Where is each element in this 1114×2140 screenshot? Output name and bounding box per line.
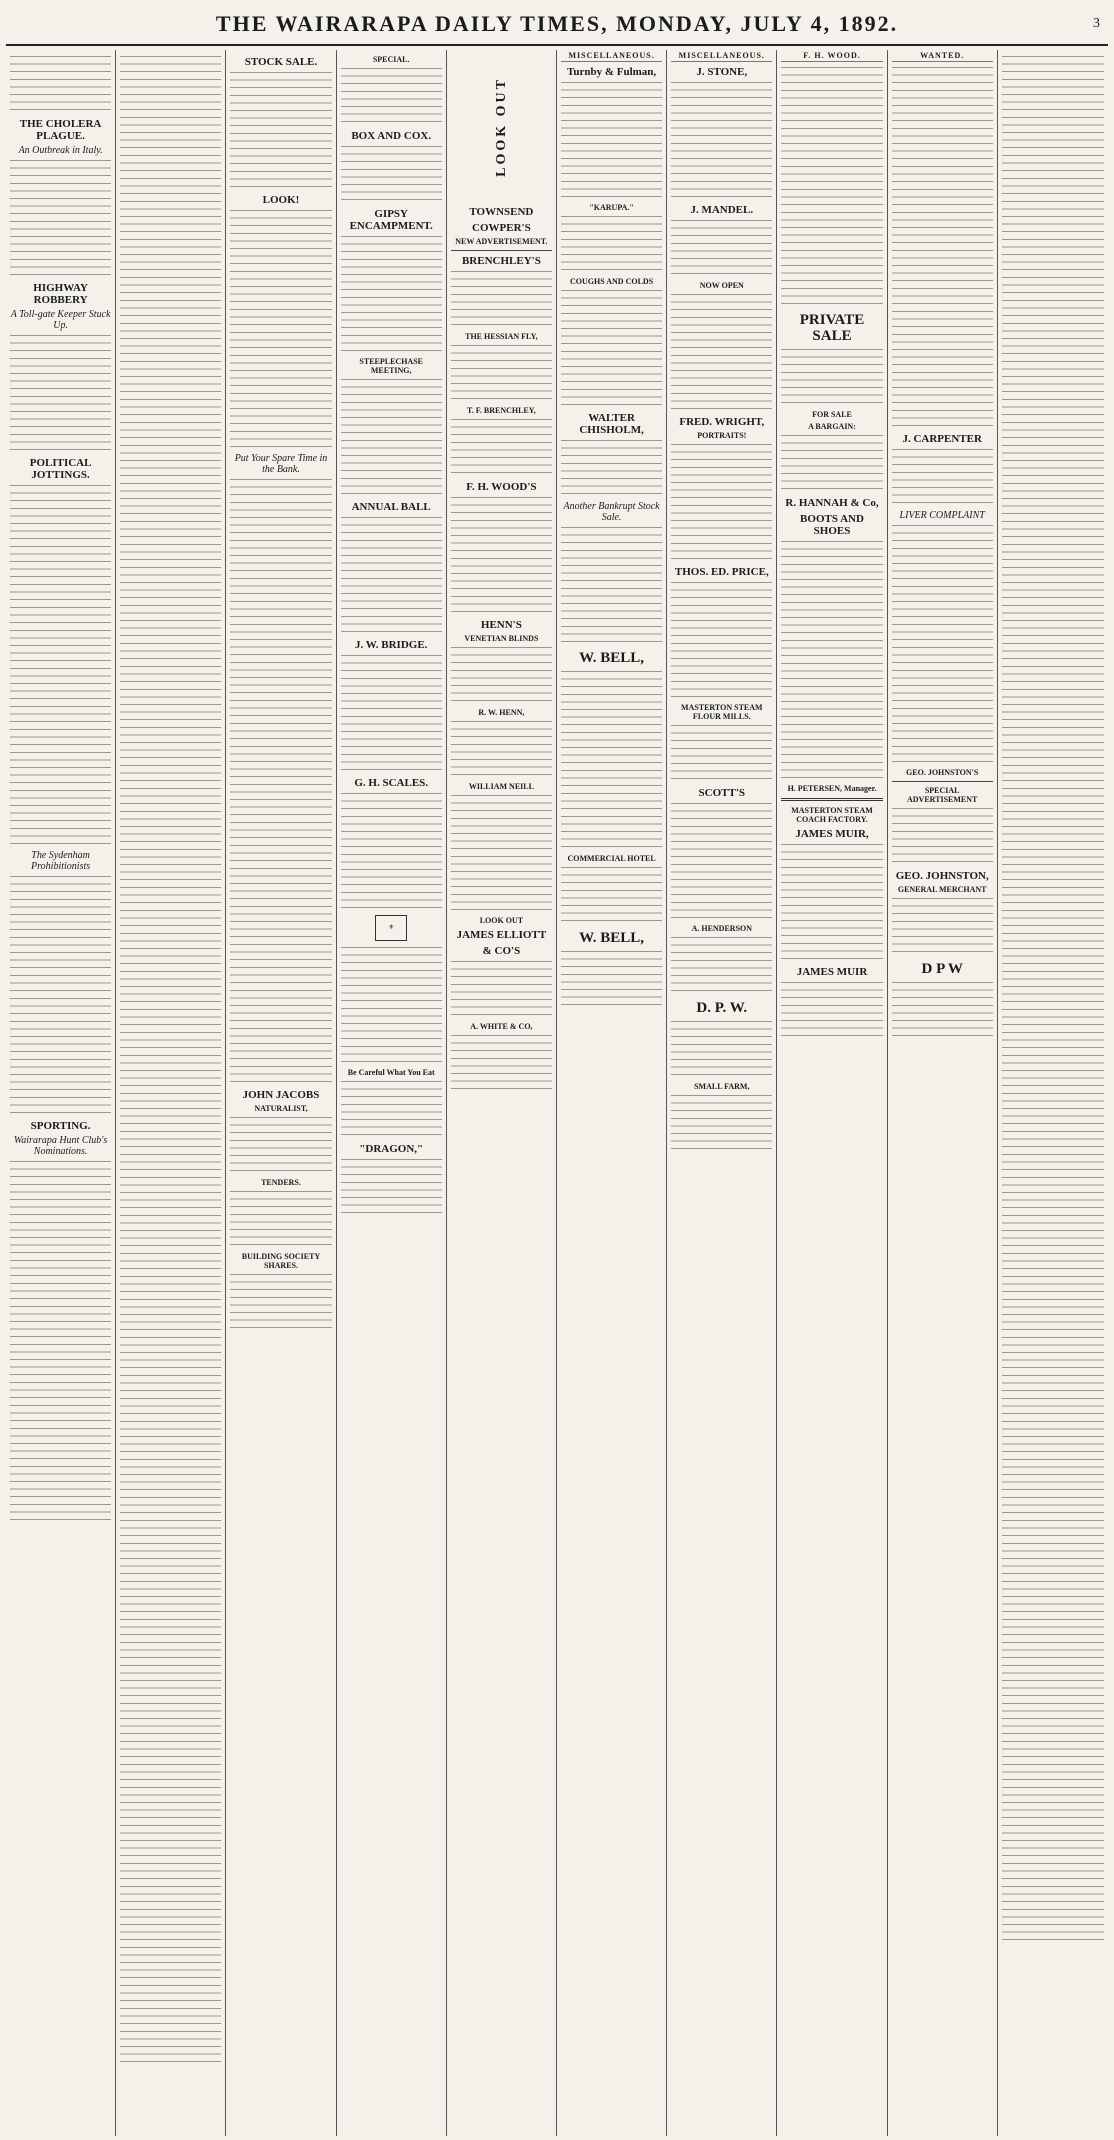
text-block [1002,176,1104,296]
text-block [561,438,662,498]
ad-john-jacobs: JOHN JACOBS [242,1089,320,1101]
text-block [341,234,442,354]
text-block [561,865,662,925]
text-block [671,218,772,278]
text-block [671,292,772,412]
heading-cholera: THE CHOLERA PLAGUE. [19,118,102,142]
text-block [120,420,221,540]
ad-james-muir: JAMES MUIR, [795,827,869,840]
ad-new-advertisement: NEW ADVERTISEMENT. [455,237,548,246]
text-block [10,158,111,278]
ad-small-farm: SMALL FARM, [694,1081,750,1091]
heading-robbery: HIGHWAY ROBBERY [33,282,88,306]
column-2 [116,50,226,2136]
text-block [1002,1396,1104,1516]
crest-icon: ⚜ [375,915,407,941]
text-block [341,66,442,126]
text-block [781,347,882,407]
ad-geo-johnston: GEO. JOHNSTON'S [906,767,979,777]
ad-fred-wright: FRED. WRIGHT, [679,415,765,428]
text-block [892,980,993,1040]
text-block [120,1640,221,1760]
ad-brenchley: BRENCHLEY'S [461,255,541,267]
section-miscellaneous-2: MISCELLANEOUS. [671,52,772,62]
column-9 [888,50,998,2136]
text-block [120,1518,221,1638]
subheading-sporting: Wairarapa Hunt Club's Nominations. [13,1135,108,1157]
text-block [10,1281,111,1401]
ad-bridge: J. W. BRIDGE. [354,639,428,651]
text-block [120,542,221,662]
ad-dpw-2: D P W [921,960,963,977]
text-block [781,65,882,185]
text-block [781,433,882,493]
text-block [341,144,442,204]
ad-bargain: A BARGAIN: [808,421,856,431]
text-block [451,719,552,779]
text-block [1002,1762,1104,1882]
look-out-vertical: LOOK OUT [493,77,509,177]
text-block [671,1093,772,1153]
section-fh-wood: F. H. WOOD. [781,52,882,62]
column-7 [667,50,777,2136]
text-block [561,525,662,645]
text-block [781,539,882,659]
ad-for-sale: FOR SALE [812,409,852,419]
ad-geo-johnston-2: GEO. JOHNSTON, [895,869,989,882]
ad-rw-henn: R. W. HENN, [478,708,525,717]
text-block [1002,1518,1104,1638]
ad-private-sale: PRIVATE SALE [799,311,865,344]
text-block [230,599,331,719]
ad-special-advertisement: SPECIAL ADVERTISEMENT [906,785,978,804]
subheading-cholera: An Outbreak in Italy. [18,145,103,156]
text-block [120,1762,221,1882]
text-block [1002,1030,1104,1150]
text-block [1002,298,1104,418]
text-block [120,2006,221,2066]
text-block [451,417,552,477]
ad-annual-ball: ANNUAL BALL [351,501,431,513]
text-block [1002,664,1104,784]
text-block [10,333,111,453]
ad-and-co: & CO'S [482,945,521,957]
text-block [892,447,993,507]
text-block [10,1403,111,1523]
text-block [341,1079,442,1139]
text-block [10,1159,111,1279]
text-block [671,580,772,700]
ad-general-merchant: GENERAL MERCHANT [897,884,987,894]
text-block [1002,1640,1104,1760]
text-block [230,208,331,328]
text-block [671,442,772,562]
text-block [451,959,552,1019]
ad-carpenter: J. CARPENTER [902,432,982,445]
text-block [120,786,221,906]
columns [6,50,1108,2136]
ad-dpw: D. P. W. [696,999,748,1016]
text-block [120,298,221,418]
text-block [120,1396,221,1516]
text-block [120,1030,221,1150]
quote-spare-time: Put Your Spare Time in the Bank. [234,453,328,475]
text-block [892,65,993,185]
ad-henderson: A. HENDERSON [691,923,753,933]
ad-dragon: "DRAGON," [359,1143,424,1155]
ad-flour-mills: MASTERTON STEAM FLOUR MILLS. [680,702,763,721]
text-block [120,54,221,174]
subheading-robbery: A Toll-gate Keeper Stuck Up. [10,309,111,331]
text-block [10,996,111,1116]
ad-cowper: COWPER'S [472,222,531,234]
ad-price: THOS. ED. PRICE, [674,565,769,578]
ad-now-open: NOW OPEN [699,280,744,290]
ad-coach-factory: MASTERTON STEAM COACH FACTORY. [791,805,873,824]
text-block [892,806,993,866]
text-block [341,653,442,773]
text-block [561,669,662,789]
column-10 [998,50,1108,2136]
text-block [341,377,442,497]
ad-townsend: TOWNSEND [469,206,534,218]
heading-sporting: SPORTING. [30,1120,91,1132]
text-block [230,1115,331,1175]
ad-look-out-2: LOOK OUT [479,916,524,925]
text-block [892,645,993,765]
ad-a-white: A. WHITE & CO, [470,1022,533,1031]
text-block [120,1884,221,2004]
ad-w-bell: W. BELL, [579,649,645,666]
heading-special: SPECIAL. [372,55,410,64]
text-block [451,793,552,913]
ad-gipsy: GIPSY ENCAMPMENT. [349,208,433,232]
text-block [1002,420,1104,540]
ad-building-society: BUILDING SOCIETY SHARES. [241,1252,321,1270]
text-block [230,721,331,841]
ad-careful: Be Careful What You Eat [347,1068,435,1077]
text-block [781,187,882,307]
ad-coughs: COUGHS AND COLDS [570,276,654,286]
text-block [230,843,331,963]
ad-naturalist: NATURALIST, [254,1104,308,1113]
ad-turnby: Turnby & Fulman, [567,65,657,78]
ad-venetian-blinds: VENETIAN BLINDS [464,634,539,643]
text-block [10,874,111,994]
section-miscellaneous: MISCELLANEOUS. [561,52,662,62]
text-block [451,645,552,705]
column-3 [226,50,336,2136]
text-block [1002,908,1104,1028]
text-block [781,661,882,781]
text-block [451,343,552,403]
text-block [230,70,331,190]
masthead [6,4,1108,46]
ad-boots-shoes: BOOTS AND SHOES [800,512,864,537]
ad-commercial-hotel: COMMERCIAL HOTEL [567,853,656,863]
text-block [781,842,882,962]
text-block [451,269,552,329]
text-block [120,908,221,1028]
text-block [341,1157,442,1217]
text-block [671,801,772,921]
text-block [1002,1274,1104,1394]
ad-scotts: SCOTT'S [698,786,746,799]
ad-james-elliott: JAMES ELLIOTT [456,929,547,941]
text-block [451,495,552,615]
text-block [892,187,993,307]
text-block [230,1272,331,1332]
text-block [1002,542,1104,662]
ad-henns: HENN'S [480,619,522,631]
page-number: 3 [1093,16,1100,31]
ad-w-bell-2: W. BELL, [579,929,645,946]
ad-stone: J. STONE, [696,65,748,78]
text-block [230,965,331,1085]
section-wanted: WANTED. [892,52,993,62]
ad-karupa: "KARUPA." [589,202,634,212]
ad-tf-brenchley: T. F. BRENCHLEY, [466,406,536,415]
ad-fh-wood: F. H. WOOD'S [466,481,537,493]
ad-bankrupt-sale: Another Bankrupt Stock Sale. [563,500,660,523]
text-block [561,288,662,408]
text-block [230,330,331,450]
text-block [120,176,221,296]
column-8 [777,50,887,2136]
ad-hessian-fly: THE HESSIAN FLY, [465,332,538,341]
ad-petersen: H. PETERSEN, Manager. [787,783,877,793]
text-block [561,80,662,200]
column-5 [447,50,557,2136]
text-block [230,1189,331,1249]
text-block [1002,1152,1104,1272]
text-block [671,80,772,200]
column-4 [337,50,447,2136]
text-block [10,483,111,603]
text-block [671,723,772,783]
heading-political: POLITICAL JOTTINGS. [29,457,92,481]
ad-mandel: J. MANDEL. [690,203,754,216]
text-block [892,309,993,429]
heading-sydenham: The Sydenham Prohibitionists [31,850,91,872]
text-block [341,791,442,911]
text-block [1002,1884,1104,1944]
text-block [10,54,111,114]
text-block [10,605,111,725]
text-block [341,515,442,635]
ad-chisholm: WALTER CHISHOLM, [579,411,644,436]
text-block [451,1033,552,1093]
text-block [671,1019,772,1079]
text-block [1002,54,1104,174]
text-block [1002,786,1104,906]
ad-stock-sale: STOCK SALE. [244,56,318,68]
text-block [561,214,662,274]
ad-steeplechase: STEEPLECHASE MEETING, [359,357,423,375]
text-block [120,1152,221,1272]
ad-look: LOOK! [262,194,300,206]
text-block [781,980,882,1040]
column-1 [6,50,116,2136]
text-block [561,949,662,1009]
text-block [120,664,221,784]
ad-box-and-cox: BOX AND COX. [351,130,432,142]
text-block [120,1274,221,1394]
ad-tenders: TENDERS. [261,1178,301,1187]
ad-william-neill: WILLIAM NEILL [468,782,534,791]
newspaper-title: THE WAIRARAPA DAILY TIMES, MONDAY, JULY 4, 1892. [215,11,899,36]
text-block [10,727,111,847]
text-block [671,935,772,995]
text-block [561,791,662,851]
ad-hannah: R. HANNAH & Co, [785,496,879,509]
ad-portraits: PORTRAITS! [697,430,747,440]
ad-liver: LIVER COMPLAINT [899,509,985,521]
text-block [892,523,993,643]
text-block [892,896,993,956]
text-block [230,477,331,597]
column-6 [557,50,667,2136]
ad-scales: G. H. SCALES. [354,777,429,789]
text-block [341,945,442,1065]
ad-james-muir-2: JAMES MUIR [796,965,868,978]
